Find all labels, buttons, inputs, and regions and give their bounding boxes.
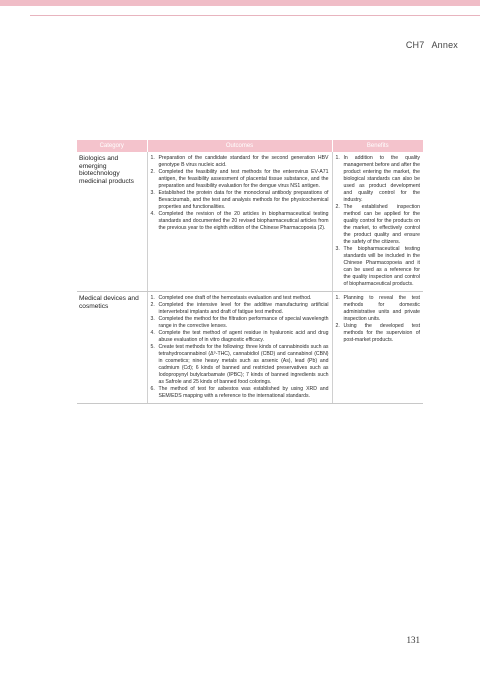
page-number: 131	[406, 635, 420, 645]
column-header-benefits: Benefits	[332, 140, 423, 152]
outcomes-list	[151, 155, 329, 232]
column-header-category: Category	[77, 140, 147, 152]
list-item: 3. Established the protein data for the monoclonal antibody preparations of Bevacizumab, and the test and analysis methods for the physicochemical properties and functionalities.	[150, 190, 329, 210]
benefits-cell	[332, 292, 423, 404]
list-item: 5. Create test methods for the following: three kinds of cannabinoids such as tetrahydrocannabinol (Δ⁹-THC), cannabidiol (CBD) and cannabinol (CBN) in cosmetics; nine heavy metals such as arsenic (As), lead (Pb) and cadmium (Cd); 6 kinds of banned and restricted preservatives such as Iodopropynyl butylcarbamate (IPBC); 7 kinds of banned ingredients such as Safrole and 25 kinds of banned food colorings.	[150, 344, 329, 385]
list-item: 2. The established inspection method can be applied for the quality control for the products on the market, to effectively control the product quality and ensure the safety of the citizens.	[335, 204, 420, 245]
outcomes-cell	[147, 292, 332, 404]
top-accent-bar	[0, 0, 480, 6]
annex-table	[77, 140, 423, 404]
list-item: 2. Completed the intensive level for the additive manufacturing artificial intervertebral implants and draft of fatigue test method.	[150, 302, 329, 315]
list-item: 1. Planning to reveal the test methods for domestic administrative units and private inspection units.	[335, 295, 420, 322]
list-item: 1. Preparation of the candidate standard for the second generation HBV genotype B virus nucleic acid.	[150, 155, 329, 168]
list-item: 1. Completed one draft of the hemostasis evaluation and test method.	[150, 295, 312, 301]
list-item: 3. The biopharmaceutical testing standards will be included in the Chinese Pharmacopoeia and it can be used as a reference for the quality inspection and control of biopharmaceutical products.	[335, 246, 420, 287]
benefits-list	[336, 155, 421, 288]
column-header-outcomes: Outcomes	[147, 140, 332, 152]
section-label: Annex	[431, 40, 458, 50]
header-rule	[30, 15, 480, 16]
table-row	[77, 152, 423, 292]
category-cell: Biologics and emerging biotechnology medicinal products	[77, 152, 147, 292]
category-cell: Medical devices and cosmetics	[77, 292, 147, 404]
outcomes-list	[151, 295, 329, 400]
list-item: 2. Completed the feasibility and test methods for the enterovirus EV-A71 antigen, the feasibility assessment of placental tissue substance, and the preparation and feasibility evaluation for the dengue virus NS1 antigen.	[150, 169, 329, 189]
list-item: 3. Completed the method for the filtration performance of special wavelength range in the corrective lenses.	[150, 316, 329, 329]
table-row	[77, 292, 423, 404]
list-item: 2. Using the developed test methods for the supervision of post-market products.	[335, 323, 420, 343]
benefits-cell	[332, 152, 423, 292]
chapter-header	[406, 40, 458, 50]
list-item: 4. Complete the test method of agent residue in hyaluronic acid and drug abuse evaluation of in vitro diagnostic efficacy.	[150, 330, 329, 343]
list-item: 1. In addition to the quality management before and after the product entering the market, the biological standards can also be used as product development and quality control for the industry.	[335, 155, 420, 203]
table-header-row	[77, 140, 423, 152]
outcomes-cell	[147, 152, 332, 292]
benefits-list	[336, 295, 421, 344]
list-item: 6. The method of test for asbestos was established by using XRD and SEM/EDS mapping with a reference to the international standards.	[150, 386, 329, 399]
list-item: 4. Completed the revision of the 20 articles in biopharmaceutical testing standards and documented the 20 revised biopharmaceutical articles from the previous year to the eighth edition of the Chinese Pharmacopoeia (2).	[150, 211, 329, 231]
chapter-label: CH7	[405, 40, 425, 50]
